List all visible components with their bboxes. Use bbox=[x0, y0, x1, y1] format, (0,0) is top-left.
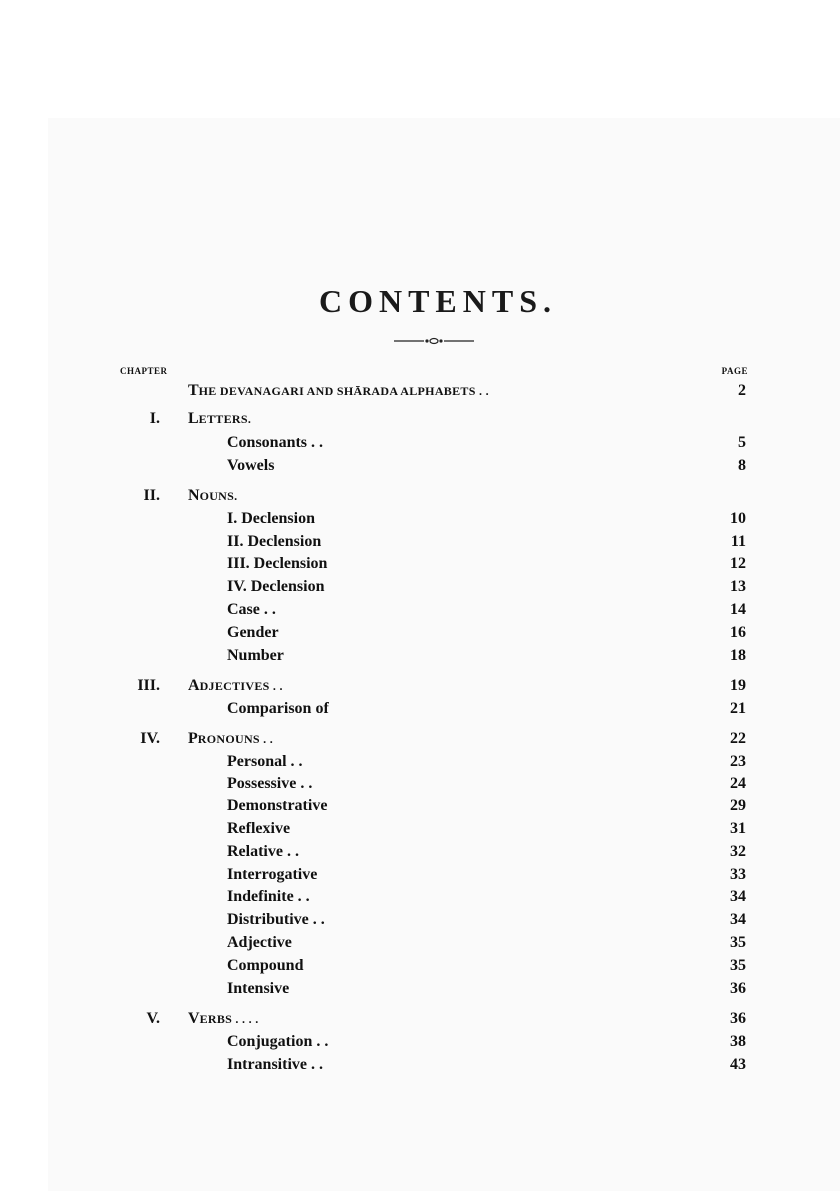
toc-entry bbox=[0, 1054, 840, 1076]
section-title-rest: ERBS . . . . bbox=[199, 1012, 259, 1026]
entry-title: Personal . . bbox=[227, 753, 303, 770]
entry-title: II. Declension bbox=[227, 533, 322, 550]
page-number: 34 bbox=[730, 911, 746, 928]
toc-entry bbox=[0, 795, 840, 817]
page-number: 36 bbox=[730, 980, 746, 997]
toc-section bbox=[0, 675, 840, 697]
chapter-number: III. bbox=[137, 677, 160, 694]
page-number: 14 bbox=[730, 601, 746, 618]
page-number: 16 bbox=[730, 624, 746, 641]
toc-section bbox=[0, 728, 840, 750]
page-number: 24 bbox=[730, 775, 746, 792]
entry-title: Indefinite . . bbox=[227, 888, 310, 905]
toc-entry bbox=[0, 599, 840, 621]
entry-title: Compound bbox=[227, 957, 304, 974]
toc-entry bbox=[0, 751, 840, 773]
section-title-rest: RONOUNS . . bbox=[197, 732, 274, 746]
toc-entry bbox=[0, 455, 840, 477]
toc-entry bbox=[0, 978, 840, 1000]
page-number: 22 bbox=[730, 730, 746, 747]
toc-entry bbox=[0, 1031, 840, 1053]
section-title-rest: OUNS. bbox=[199, 489, 238, 503]
toc-entry bbox=[0, 576, 840, 598]
toc-entry bbox=[0, 818, 840, 840]
page-number: 33 bbox=[730, 866, 746, 883]
entry-title: Demonstrative bbox=[227, 797, 328, 814]
toc-entry bbox=[0, 622, 840, 644]
toc-section bbox=[0, 408, 840, 430]
page-number: 32 bbox=[730, 843, 746, 860]
toc-entry bbox=[0, 864, 840, 886]
entry-title: Conjugation . . bbox=[227, 1033, 329, 1050]
toc-entry bbox=[0, 909, 840, 931]
entry-title: Possessive . . bbox=[227, 775, 313, 792]
section-title-initial: A bbox=[188, 677, 200, 694]
entry-title: Gender bbox=[227, 624, 279, 641]
toc-entry bbox=[0, 841, 840, 863]
toc-entry bbox=[0, 773, 840, 795]
chapter-number: V. bbox=[146, 1010, 160, 1027]
page-column-header: PAGE bbox=[721, 366, 748, 376]
section-title-initial: P bbox=[188, 730, 198, 747]
section-title bbox=[188, 380, 489, 402]
page-number: 29 bbox=[730, 797, 746, 814]
page-number: 21 bbox=[730, 700, 746, 717]
entry-title: III. Declension bbox=[227, 555, 328, 572]
page-number: 35 bbox=[730, 934, 746, 951]
toc-entry bbox=[0, 955, 840, 977]
page-number: 43 bbox=[730, 1056, 746, 1073]
chapter-number: IV. bbox=[140, 730, 160, 747]
entry-title: Consonants . . bbox=[227, 434, 324, 451]
section-title bbox=[188, 408, 251, 430]
page-number: 12 bbox=[730, 555, 746, 572]
section-title-initial: T bbox=[188, 382, 199, 399]
toc-section bbox=[0, 380, 840, 402]
entry-title: Intransitive . . bbox=[227, 1056, 323, 1073]
section-title bbox=[188, 485, 237, 507]
entry-title: Intensive bbox=[227, 980, 290, 997]
toc-section bbox=[0, 1008, 840, 1030]
page-number: 35 bbox=[730, 957, 746, 974]
page-number: 38 bbox=[730, 1033, 746, 1050]
section-title bbox=[188, 728, 273, 750]
page-number: 36 bbox=[730, 1010, 746, 1027]
entry-title: Vowels bbox=[227, 457, 275, 474]
entry-title: I. Declension bbox=[227, 510, 315, 527]
page-number: 8 bbox=[738, 457, 746, 474]
page-number: 5 bbox=[738, 434, 746, 451]
toc-entry bbox=[0, 698, 840, 720]
entry-title: Number bbox=[227, 647, 284, 664]
chapter-number: II. bbox=[143, 487, 160, 504]
page-title: CONTENTS. bbox=[318, 283, 558, 320]
page-number: 18 bbox=[730, 647, 746, 664]
chapter-column-header: CHAPTER bbox=[120, 366, 168, 376]
page-number: 19 bbox=[730, 677, 746, 694]
toc-entry bbox=[0, 932, 840, 954]
entry-title: Reflexive bbox=[227, 820, 291, 837]
toc-entry bbox=[0, 508, 840, 530]
entry-title: Relative . . bbox=[227, 843, 299, 860]
toc-entry bbox=[0, 886, 840, 908]
section-title-initial: N bbox=[188, 487, 200, 504]
page-number: 11 bbox=[730, 533, 746, 550]
page-number: 13 bbox=[730, 578, 746, 595]
toc-section bbox=[0, 485, 840, 507]
section-title bbox=[188, 1008, 259, 1030]
chapter-number: I. bbox=[149, 410, 160, 427]
section-title-rest: ETTERS. bbox=[198, 412, 252, 426]
page-number: 23 bbox=[730, 753, 746, 770]
section-title bbox=[188, 675, 283, 697]
toc-entry bbox=[0, 432, 840, 454]
toc-entry bbox=[0, 645, 840, 667]
toc-entry bbox=[0, 531, 840, 553]
entry-title: Comparison of bbox=[227, 700, 329, 717]
page-number: 31 bbox=[730, 820, 746, 837]
entry-title: Case . . bbox=[227, 601, 276, 618]
section-title-initial: V bbox=[188, 1010, 200, 1027]
section-title-initial: L bbox=[188, 410, 199, 427]
entry-title: Adjective bbox=[227, 934, 292, 951]
page-number: 10 bbox=[730, 510, 746, 527]
entry-title: IV. Declension bbox=[227, 578, 325, 595]
toc-entry bbox=[0, 553, 840, 575]
page-number: 2 bbox=[738, 382, 746, 399]
entry-title: Interrogative bbox=[227, 866, 318, 883]
page-number: 34 bbox=[730, 888, 746, 905]
section-title-rest: HE DEVANAGARI AND SHĀRADA ALPHABETS . . bbox=[198, 384, 489, 398]
entry-title: Distributive . . bbox=[227, 911, 325, 928]
section-title-rest: DJECTIVES . . bbox=[199, 679, 283, 693]
